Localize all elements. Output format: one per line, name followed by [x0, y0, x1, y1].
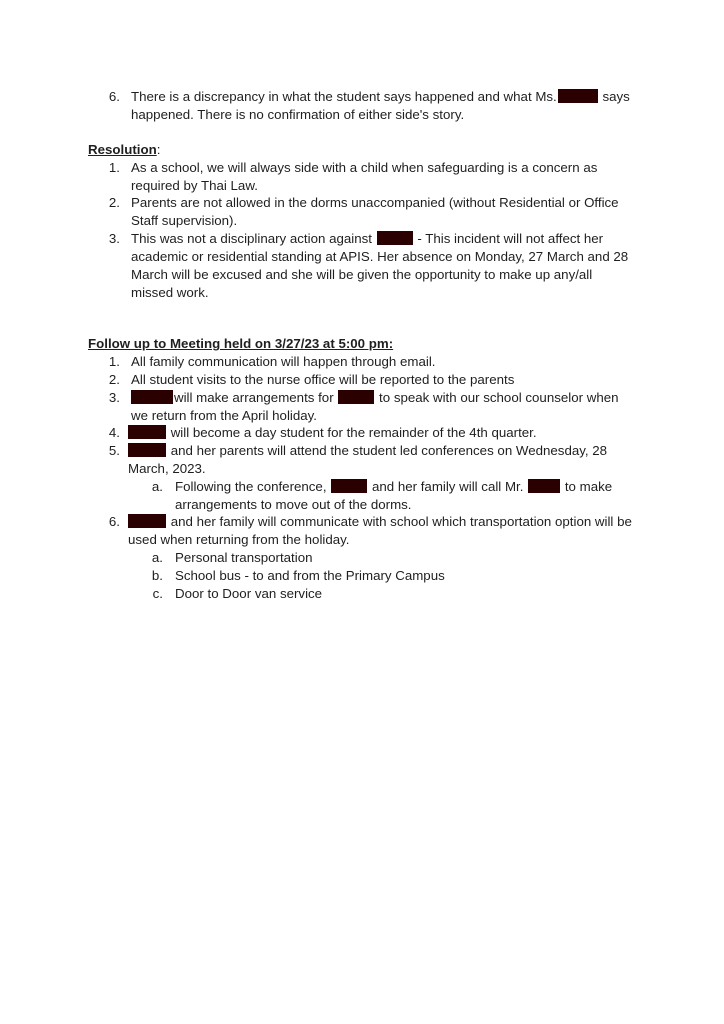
list-number: 6.	[108, 89, 120, 104]
sub-list-letter: a.	[151, 550, 163, 565]
list-text-continued: March will be excused and she will be given the opportunity to make up any/all	[131, 267, 593, 282]
list-text-continued: happened. There is no confirmation of either side's story.	[131, 107, 465, 122]
sub-list-letter: b.	[151, 568, 163, 583]
list-number: 2.	[108, 195, 120, 210]
list-text: will become a day student for the remainder of the 4th quarter.	[128, 424, 537, 442]
list-number: 6.	[108, 514, 120, 529]
redaction-block	[338, 390, 374, 404]
sub-list-text: Following the conference, and her family will call Mr. to make	[175, 479, 613, 494]
list-text: This was not a disciplinary action against - This incident will not affect her	[131, 231, 604, 246]
list-text: As a school, we will always side with a child when safeguarding is a concern as	[131, 160, 598, 175]
redaction-block	[131, 390, 173, 404]
list-text: There is a discrepancy in what the student says happened and what Ms. says	[131, 89, 630, 104]
list-text: Parents are not allowed in the dorms unaccompanied (without Residential or Office	[131, 195, 619, 210]
sub-list-text-continued: arrangements to move out of the dorms.	[175, 497, 412, 512]
list-number: 1.	[108, 160, 120, 175]
list-text: All student visits to the nurse office will be reported to the parents	[131, 372, 515, 387]
followup-heading: Follow up to Meeting held on 3/27/23 at 5:00 pm:	[88, 336, 394, 351]
list-number: 1.	[108, 354, 120, 369]
list-number: 3.	[108, 231, 120, 246]
redaction-block	[377, 231, 413, 245]
list-number: 4.	[108, 425, 120, 440]
list-number: 5.	[108, 443, 120, 458]
list-text: and her family will communicate with school which transportation option will be	[128, 513, 632, 531]
sub-list-text: Personal transportation	[175, 550, 313, 565]
list-text: and her parents will attend the student led conferences on Wednesday, 28	[128, 442, 607, 460]
list-number: 3.	[108, 390, 120, 405]
redaction-block	[558, 89, 598, 103]
list-text-continued: missed work.	[131, 285, 209, 300]
redaction-block	[331, 479, 367, 493]
list-text-continued: used when returning from the holiday.	[128, 532, 350, 547]
redaction-block	[128, 443, 166, 457]
list-number: 2.	[108, 372, 120, 387]
sub-list-letter: a.	[151, 479, 163, 494]
redaction-block	[128, 514, 166, 528]
sub-list-text: School bus - to and from the Primary Campus	[175, 568, 445, 583]
sub-list-text: Door to Door van service	[175, 586, 323, 601]
redaction-block	[528, 479, 560, 493]
list-text: will make arrangements for to speak with our school counselor when	[131, 389, 619, 407]
resolution-heading: Resolution:	[88, 142, 161, 157]
list-text-continued: we return from the April holiday.	[131, 408, 317, 423]
sub-list-letter: c.	[152, 586, 163, 601]
list-text-continued: March, 2023.	[128, 461, 206, 476]
redaction-block	[128, 425, 166, 439]
list-text-continued: required by Thai Law.	[131, 178, 258, 193]
list-text-continued: academic or residential standing at APIS. Her absence on Monday, 27 March and 28	[131, 249, 629, 264]
list-text-continued: Staff supervision).	[131, 213, 238, 228]
list-text: All family communication will happen through email.	[131, 354, 436, 369]
